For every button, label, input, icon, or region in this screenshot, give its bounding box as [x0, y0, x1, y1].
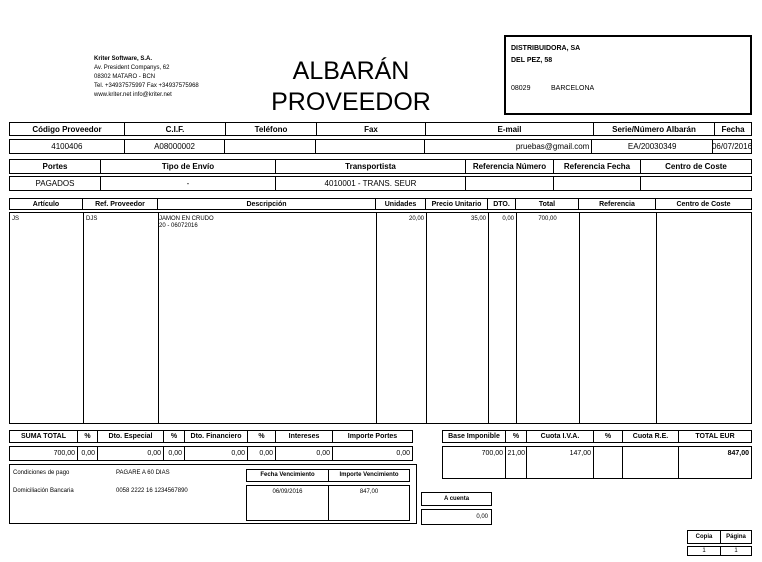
label-telefono: Teléfono: [226, 123, 317, 135]
col-ref-proveedor: Ref. Proveedor: [83, 199, 158, 209]
value-dto-especial: 0,00: [98, 447, 164, 460]
value-dto-financiero: 0,00: [185, 447, 248, 460]
label-pct-3: %: [248, 431, 276, 442]
value-total-eur: 847,00: [727, 450, 749, 457]
label-fecha-vencimiento: Fecha Vencimiento: [247, 470, 329, 481]
value-pct-iva: 21,00: [507, 450, 525, 457]
value-pct-3: 0,00: [248, 447, 276, 460]
divider: [593, 447, 594, 478]
value-suma-total: 700,00: [10, 447, 78, 460]
value-copia: 1: [688, 547, 721, 555]
label-suma-total: SUMA TOTAL: [10, 431, 78, 442]
label-pagina: Página: [726, 533, 746, 540]
value-base-imponible: 700,00: [481, 450, 503, 457]
a-cuenta-value: 0,00: [421, 509, 492, 525]
totals-left-values: [9, 446, 413, 461]
recipient-postal: 08029: [511, 85, 531, 92]
value-importe-vencimiento: 847,00: [359, 489, 379, 495]
pager-labels: [687, 530, 752, 544]
label-cuota-iva: Cuota I.V.A.: [527, 431, 594, 442]
title-line-2: PROVEEDOR: [271, 88, 431, 116]
recipient-name: DISTRIBUIDORA, SA: [511, 45, 581, 52]
company-web-email: www.kriter.net info@kriter.net: [94, 92, 172, 98]
totals-right-values: [442, 446, 752, 479]
value-importe-portes: 0,00: [396, 450, 410, 457]
recipient-box: [504, 35, 752, 115]
value-cuota-iva: 147,00: [569, 450, 591, 457]
value-fecha-vencimiento: 06/09/2016: [272, 489, 303, 495]
col-referencia: Referencia: [579, 199, 656, 209]
label-dto-financiero: Dto. Financiero: [185, 431, 248, 442]
value-transportista: 4010001 - TRANS. SEUR: [276, 177, 466, 190]
value-centro-coste: [641, 177, 751, 190]
label-condiciones-pago: Condiciones de pago: [13, 470, 70, 476]
label-base-imponible: Base Imponible: [443, 431, 506, 442]
label-codigo-proveedor: Código Proveedor: [10, 123, 125, 135]
label-domiciliacion: Domiciliación Bancaria: [13, 488, 74, 494]
document-title: [270, 56, 432, 118]
label-transportista: Transportista: [276, 160, 466, 173]
recipient-street: DEL PEZ, 58: [511, 57, 553, 64]
col-precio-unitario: Precio Unitario: [426, 199, 488, 209]
label-email: E-mail: [426, 123, 594, 135]
divider: [516, 213, 517, 423]
header1-values: [9, 139, 752, 154]
header2-labels: [9, 159, 752, 174]
header2-values: [9, 176, 752, 191]
value-pct-2: 0,00: [164, 447, 185, 460]
value-intereses: 0,00: [276, 447, 333, 460]
col-total: Total: [516, 199, 579, 209]
col-articulo: Artículo: [10, 199, 83, 209]
totals-left-labels: [9, 430, 413, 443]
pager-values: [687, 546, 752, 556]
items-body: [9, 212, 752, 424]
label-tipo-envio: Tipo de Envío: [101, 160, 276, 173]
label-importe-portes: Importe Portes: [347, 433, 398, 440]
col-centro-coste: Centro de Coste: [676, 200, 731, 208]
value-serie-numero: EA/20030349: [592, 140, 713, 153]
company-phone-fax: Tel. +34937575997 Fax +34937575968: [94, 83, 199, 89]
vencimiento-values: [246, 485, 410, 521]
company-name: Kriter Software, S.A.: [94, 56, 153, 62]
label-referencia-fecha: Referencia Fecha: [554, 160, 641, 173]
divider: [579, 213, 580, 423]
label-pct-iva: %: [506, 431, 527, 442]
label-copia: Copia: [688, 531, 721, 543]
label-total-eur: TOTAL EUR: [695, 433, 735, 440]
item-descripcion-1: JAMON EN CRUDO: [159, 216, 214, 222]
divider: [376, 213, 377, 423]
company-address: Av. President Companys, 62: [94, 65, 170, 71]
col-dto: DTO.: [488, 199, 516, 209]
col-descripcion: Descripción: [158, 199, 376, 209]
label-referencia-numero: Referencia Número: [466, 160, 554, 173]
a-cuenta-label: A cuenta: [421, 492, 492, 506]
divider: [622, 447, 623, 478]
item-descripcion-2: 20 - 06072016: [159, 223, 198, 229]
value-fecha: 06/07/2016: [711, 142, 753, 151]
payment-box: [9, 464, 417, 524]
divider: [488, 213, 489, 423]
totals-right-labels: [442, 430, 752, 443]
divider: [83, 213, 84, 423]
label-fax: Fax: [317, 123, 426, 135]
label-cif: C.I.F.: [125, 123, 226, 135]
vencimiento-header: [246, 469, 410, 482]
divider: [426, 213, 427, 423]
col-unidades: Unidades: [376, 199, 426, 209]
item-articulo: JS: [12, 216, 20, 222]
header1-labels: [9, 122, 752, 136]
title-line-1: ALBARÁN: [292, 57, 410, 85]
label-centro-coste: Centro de Coste: [665, 162, 727, 171]
value-fax: [316, 140, 425, 153]
value-domiciliacion: 0058 2222 16 1234567890: [116, 488, 188, 494]
value-codigo-proveedor: 4100406: [10, 140, 125, 153]
value-telefono: [225, 140, 316, 153]
label-intereses: Intereses: [276, 431, 333, 442]
item-ref-proveedor: DJS: [86, 216, 98, 222]
label-serie-numero: Serie/Número Albarán: [594, 123, 715, 135]
value-condiciones-pago: PAGARE A 60 DIAS: [116, 470, 170, 476]
label-portes: Portes: [10, 160, 101, 173]
value-pagina: 1: [734, 547, 738, 554]
label-pct-2: %: [164, 431, 185, 442]
label-fecha: Fecha: [721, 124, 745, 134]
value-email: pruebas@gmail.com: [425, 140, 593, 153]
item-dto: 0,00: [502, 216, 514, 222]
value-tipo-envio: -: [101, 177, 276, 190]
company-info: [94, 55, 199, 100]
value-cif: A08000002: [125, 140, 226, 153]
value-pct-1: 0,00: [78, 447, 98, 460]
label-pct-1: %: [78, 431, 98, 442]
items-header: [9, 198, 752, 210]
label-pct-re: %: [594, 431, 623, 442]
divider: [158, 213, 159, 423]
label-dto-especial: Dto. Especial: [98, 431, 164, 442]
value-referencia-fecha: [554, 177, 641, 190]
value-portes: PAGADOS: [10, 177, 101, 190]
item-precio: 35,00: [470, 216, 486, 222]
company-city: 08302 MATARO - BCN: [94, 74, 156, 80]
item-unidades: 20,00: [408, 216, 424, 222]
value-referencia-numero: [466, 177, 554, 190]
label-cuota-re: Cuota R.E.: [623, 431, 679, 442]
recipient-city: BARCELONA: [551, 85, 595, 92]
item-total: 700,00: [538, 216, 557, 222]
label-importe-vencimiento: Importe Vencimiento: [339, 472, 399, 478]
divider: [656, 213, 657, 423]
